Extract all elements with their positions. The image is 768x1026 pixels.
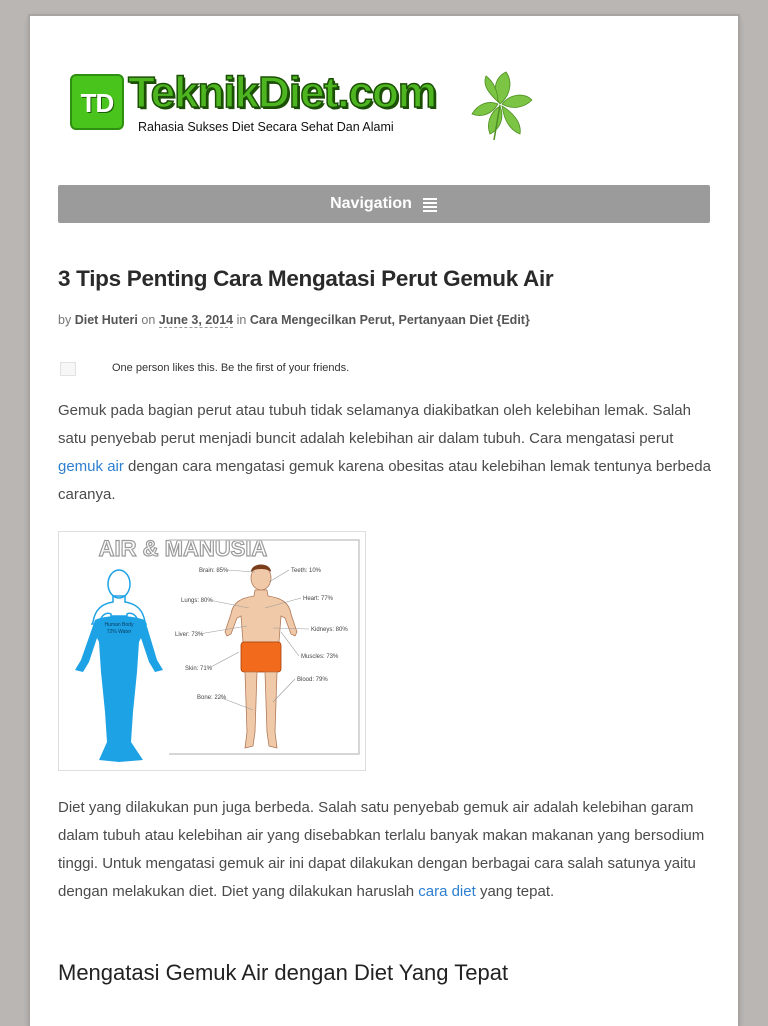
label-skin: Skin: 71%	[185, 666, 213, 672]
page-container	[30, 16, 738, 1026]
label-liver: Liver: 73%	[175, 632, 204, 638]
paragraph-diet-text-1: Diet yang dilakukan pun juga berbeda. Salah satu penyebab gemuk air adalah kelebihan garam dalam tubuh atau kelebihan air yang disebabkan terlalu banyak makan makanan yang bersodium tinggi. Untuk mengatasi gemuk air ini dapat dilakukan dengan berbagai cara salah satunya yaitu dengan melakukan diet. Diet yang dilakukan haruslah	[58, 799, 705, 900]
logo-badge	[70, 74, 124, 130]
water-silhouette	[75, 570, 163, 762]
post-meta	[58, 313, 530, 327]
label-muscles: Muscles: 73%	[301, 654, 339, 660]
like-count-text: One person likes this. Be the first of your friends.	[112, 362, 350, 374]
paragraph-intro-text-2: dengan cara mengatasi gemuk karena obesitas atau kelebihan lemak tentunya berbeda caranya.	[58, 458, 711, 503]
site-logo[interactable]	[70, 68, 530, 144]
label-kidneys: Kidneys: 80%	[311, 627, 348, 633]
anatomy-figure	[225, 565, 297, 749]
infographic-drawing	[59, 532, 365, 770]
human-body-percent: 72% Water	[106, 629, 132, 635]
label-bone: Bone: 22%	[197, 695, 227, 701]
navigation-bar[interactable]	[58, 185, 710, 223]
paragraph-diet	[58, 794, 714, 906]
section-heading: Mengatasi Gemuk Air dengan Diet Yang Tepat	[58, 960, 509, 985]
category-link-2[interactable]: Pertanyaan Diet	[398, 313, 493, 327]
post-title: 3 Tips Penting Cara Mengatasi Perut Gemuk Air	[58, 266, 554, 291]
leaf-icon	[442, 64, 538, 142]
edit-link[interactable]: {Edit}	[496, 313, 530, 327]
air-manusia-infographic	[58, 531, 366, 771]
label-blood: Blood: 79%	[297, 677, 328, 683]
logo-tagline: Rahasia Sukses Diet Secara Sehat Dan Alami	[138, 120, 394, 134]
label-teeth: Teeth: 10%	[291, 568, 322, 574]
author-link[interactable]: Diet Huteri	[74, 313, 138, 327]
paragraph-intro	[58, 397, 714, 509]
like-button[interactable]	[60, 362, 76, 376]
paragraph-intro-text-1: Gemuk pada bagian perut atau tubuh tidak selamanya diakibatkan oleh kelebihan lemak. Salah satu penyebab perut menjadi buncit adalah kelebihan air dalam tubuh. Cara mengatasi perut	[58, 402, 691, 447]
meta-in: in	[236, 313, 247, 327]
label-heart: Heart: 77%	[303, 596, 334, 602]
navigation-label: Navigation	[330, 195, 412, 212]
logo-title: TeknikDiet.com	[128, 68, 436, 117]
logo-badge-text: TD	[80, 88, 114, 118]
label-lungs: Lungs: 80%	[181, 598, 213, 604]
meta-separator: ,	[391, 313, 396, 327]
gemuk-air-link[interactable]: gemuk air	[58, 458, 124, 475]
meta-by: by	[58, 313, 72, 327]
post-date: June 3, 2014	[158, 313, 234, 327]
paragraph-diet-text-2: yang tepat.	[475, 883, 555, 900]
meta-on: on	[141, 313, 156, 327]
hamburger-menu-icon	[422, 196, 438, 212]
human-body-label: Human Body	[104, 622, 134, 628]
category-link-1[interactable]: Cara Mengecilkan Perut	[249, 313, 392, 327]
infographic-title: AIR & MANUSIA	[98, 536, 268, 561]
label-brain: Brain: 85%	[199, 568, 229, 574]
cara-diet-link[interactable]: cara diet	[418, 883, 476, 900]
